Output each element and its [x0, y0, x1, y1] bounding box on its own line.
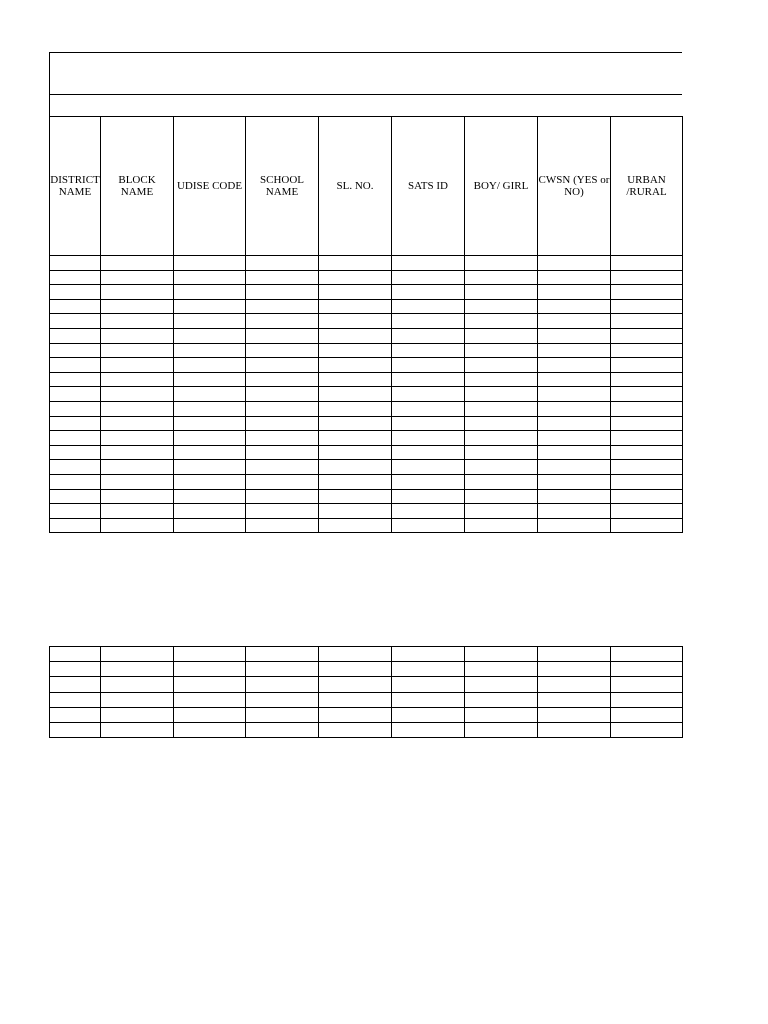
- table-cell[interactable]: [392, 518, 465, 533]
- table-cell[interactable]: [50, 504, 101, 519]
- table-cell[interactable]: [174, 372, 246, 387]
- table-cell[interactable]: [319, 328, 392, 343]
- table-cell[interactable]: [538, 662, 611, 677]
- student-data-table: [49, 116, 683, 533]
- table-cell[interactable]: [392, 328, 465, 343]
- table-cell[interactable]: [465, 431, 538, 446]
- table-cell[interactable]: [465, 518, 538, 533]
- table-cell[interactable]: [538, 431, 611, 446]
- table-cell[interactable]: [246, 431, 319, 446]
- table-row: [50, 343, 683, 358]
- table-cell[interactable]: [101, 401, 174, 416]
- table-cell[interactable]: [319, 518, 392, 533]
- table-cell[interactable]: [246, 401, 319, 416]
- table-cell[interactable]: [174, 343, 246, 358]
- table-cell[interactable]: [611, 722, 683, 737]
- table-cell[interactable]: [392, 707, 465, 722]
- table-cell[interactable]: [50, 445, 101, 460]
- table-cell[interactable]: [174, 401, 246, 416]
- table-cell[interactable]: [538, 343, 611, 358]
- table-cell[interactable]: [319, 299, 392, 314]
- table-cell[interactable]: [611, 677, 683, 692]
- table-row: [50, 445, 683, 460]
- table-cell[interactable]: [538, 401, 611, 416]
- table-cell[interactable]: [611, 343, 683, 358]
- table-row: [50, 401, 683, 416]
- table-cell[interactable]: [101, 285, 174, 300]
- table-cell[interactable]: [174, 387, 246, 402]
- table-cell[interactable]: [50, 707, 101, 722]
- table-row: [50, 270, 683, 285]
- table-cell[interactable]: [319, 372, 392, 387]
- column-header-block-name: BLOCK NAME: [101, 117, 174, 256]
- table-cell[interactable]: [465, 270, 538, 285]
- table-cell[interactable]: [246, 692, 319, 707]
- table-cell[interactable]: [50, 285, 101, 300]
- table-cell[interactable]: [246, 387, 319, 402]
- table-cell[interactable]: [246, 270, 319, 285]
- table-cell[interactable]: [538, 722, 611, 737]
- table-cell[interactable]: [319, 270, 392, 285]
- table-cell[interactable]: [611, 489, 683, 504]
- table-cell[interactable]: [611, 285, 683, 300]
- table-cell[interactable]: [392, 677, 465, 692]
- table-row: [50, 358, 683, 373]
- table-cell[interactable]: [174, 285, 246, 300]
- table-cell[interactable]: [174, 504, 246, 519]
- table-row: [50, 416, 683, 431]
- table-cell[interactable]: [319, 662, 392, 677]
- column-header-sl-no: SL. NO.: [319, 117, 392, 256]
- table-cell[interactable]: [465, 677, 538, 692]
- table-row: [50, 299, 683, 314]
- column-header-udise-code: UDISE CODE: [174, 117, 246, 256]
- table-cell[interactable]: [50, 722, 101, 737]
- table-cell[interactable]: [246, 299, 319, 314]
- table-cell[interactable]: [246, 707, 319, 722]
- table-cell[interactable]: [392, 489, 465, 504]
- table-row: [50, 489, 683, 504]
- table-row: [50, 431, 683, 446]
- table-cell[interactable]: [101, 343, 174, 358]
- table-cell[interactable]: [319, 460, 392, 475]
- table-row: [50, 256, 683, 271]
- table-cell[interactable]: [611, 372, 683, 387]
- table-cell[interactable]: [101, 677, 174, 692]
- table-cell[interactable]: [50, 343, 101, 358]
- table-cell[interactable]: [50, 474, 101, 489]
- table-row: [50, 328, 683, 343]
- table-cell[interactable]: [465, 707, 538, 722]
- table-cell[interactable]: [246, 662, 319, 677]
- table-cell[interactable]: [538, 489, 611, 504]
- table-cell[interactable]: [319, 489, 392, 504]
- table-cell[interactable]: [319, 431, 392, 446]
- table-cell[interactable]: [101, 445, 174, 460]
- table-row: [50, 647, 683, 662]
- table-cell[interactable]: [465, 314, 538, 329]
- table-cell[interactable]: [392, 416, 465, 431]
- table-cell[interactable]: [174, 474, 246, 489]
- table-cell[interactable]: [611, 314, 683, 329]
- form-sheet: [49, 52, 682, 533]
- table-cell[interactable]: [392, 285, 465, 300]
- table-cell[interactable]: [611, 416, 683, 431]
- table-cell[interactable]: [50, 299, 101, 314]
- table-cell[interactable]: [392, 431, 465, 446]
- table-cell[interactable]: [538, 299, 611, 314]
- table-cell[interactable]: [50, 677, 101, 692]
- table-cell[interactable]: [174, 692, 246, 707]
- table-cell[interactable]: [611, 504, 683, 519]
- column-header-cwsn: CWSN (YES or NO): [538, 117, 611, 256]
- table-cell[interactable]: [319, 707, 392, 722]
- column-header-boy-girl: BOY/ GIRL: [465, 117, 538, 256]
- table-cell[interactable]: [538, 474, 611, 489]
- table-row: [50, 518, 683, 533]
- table-cell[interactable]: [538, 445, 611, 460]
- table-row: [50, 372, 683, 387]
- table-cell[interactable]: [538, 707, 611, 722]
- table-cell[interactable]: [50, 662, 101, 677]
- table-cell[interactable]: [538, 358, 611, 373]
- table-cell[interactable]: [319, 285, 392, 300]
- table-cell[interactable]: [392, 460, 465, 475]
- table-row: [50, 662, 683, 677]
- table-cell[interactable]: [611, 256, 683, 271]
- table-cell[interactable]: [246, 504, 319, 519]
- table-cell[interactable]: [465, 445, 538, 460]
- table-cell[interactable]: [101, 692, 174, 707]
- table-cell[interactable]: [50, 358, 101, 373]
- table-cell[interactable]: [174, 416, 246, 431]
- table-cell[interactable]: [50, 328, 101, 343]
- table-cell[interactable]: [101, 372, 174, 387]
- table-cell[interactable]: [50, 647, 101, 662]
- table-cell[interactable]: [174, 270, 246, 285]
- table-cell[interactable]: [101, 270, 174, 285]
- table-cell[interactable]: [611, 431, 683, 446]
- table-cell[interactable]: [50, 489, 101, 504]
- table-cell[interactable]: [101, 416, 174, 431]
- table-cell[interactable]: [392, 343, 465, 358]
- table-cell[interactable]: [50, 387, 101, 402]
- table-cell[interactable]: [319, 445, 392, 460]
- table-cell[interactable]: [174, 460, 246, 475]
- table-cell[interactable]: [538, 256, 611, 271]
- table-cell[interactable]: [465, 460, 538, 475]
- table-cell[interactable]: [538, 460, 611, 475]
- table-cell[interactable]: [465, 401, 538, 416]
- table-cell[interactable]: [101, 256, 174, 271]
- table-cell[interactable]: [611, 270, 683, 285]
- table-cell[interactable]: [611, 707, 683, 722]
- table-cell[interactable]: [392, 662, 465, 677]
- table-cell[interactable]: [101, 431, 174, 446]
- table-cell[interactable]: [50, 518, 101, 533]
- column-header-school-name: SCHOOL NAME: [246, 117, 319, 256]
- table-cell[interactable]: [611, 460, 683, 475]
- table-cell[interactable]: [174, 358, 246, 373]
- table-cell[interactable]: [101, 460, 174, 475]
- table-cell[interactable]: [392, 504, 465, 519]
- table-cell[interactable]: [465, 722, 538, 737]
- table-cell[interactable]: [392, 314, 465, 329]
- table-row: [50, 722, 683, 737]
- table-row: [50, 314, 683, 329]
- table-cell[interactable]: [319, 692, 392, 707]
- table-cell[interactable]: [174, 518, 246, 533]
- table-row: [50, 460, 683, 475]
- table-cell[interactable]: [392, 722, 465, 737]
- table-cell[interactable]: [465, 285, 538, 300]
- table-cell[interactable]: [101, 474, 174, 489]
- table-cell[interactable]: [101, 707, 174, 722]
- table-cell[interactable]: [246, 518, 319, 533]
- table-cell[interactable]: [246, 328, 319, 343]
- table-cell[interactable]: [246, 285, 319, 300]
- table-cell[interactable]: [538, 504, 611, 519]
- table-cell[interactable]: [465, 328, 538, 343]
- form-subtitle-cell: [49, 95, 682, 116]
- table-row: [50, 692, 683, 707]
- table-cell[interactable]: [246, 460, 319, 475]
- table-cell[interactable]: [101, 328, 174, 343]
- table-row: [50, 285, 683, 300]
- table-row: [50, 474, 683, 489]
- table-cell[interactable]: [465, 662, 538, 677]
- table-row: [50, 387, 683, 402]
- table-cell[interactable]: [174, 299, 246, 314]
- table-cell[interactable]: [50, 256, 101, 271]
- table-cell[interactable]: [50, 416, 101, 431]
- table-cell[interactable]: [465, 343, 538, 358]
- table-cell[interactable]: [538, 387, 611, 402]
- table-header-row: [50, 117, 683, 256]
- table-cell[interactable]: [538, 285, 611, 300]
- table-cell[interactable]: [611, 692, 683, 707]
- table-cell[interactable]: [611, 401, 683, 416]
- table-cell[interactable]: [246, 722, 319, 737]
- table-cell[interactable]: [174, 707, 246, 722]
- table-cell[interactable]: [246, 343, 319, 358]
- table-cell[interactable]: [392, 387, 465, 402]
- table-cell[interactable]: [50, 270, 101, 285]
- table-cell[interactable]: [392, 270, 465, 285]
- table-cell[interactable]: [611, 647, 683, 662]
- table-cell[interactable]: [465, 387, 538, 402]
- table-cell[interactable]: [392, 256, 465, 271]
- table-cell[interactable]: [319, 343, 392, 358]
- table-cell[interactable]: [174, 445, 246, 460]
- table-cell[interactable]: [538, 647, 611, 662]
- table-cell[interactable]: [319, 314, 392, 329]
- table-cell[interactable]: [538, 328, 611, 343]
- column-header-district-name: DISTRICT NAME: [50, 117, 101, 256]
- table-cell[interactable]: [50, 431, 101, 446]
- form-title-cell: [49, 52, 682, 95]
- table-cell[interactable]: [392, 372, 465, 387]
- table-cell[interactable]: [50, 460, 101, 475]
- table-cell[interactable]: [319, 387, 392, 402]
- table-cell[interactable]: [246, 372, 319, 387]
- table-cell[interactable]: [392, 358, 465, 373]
- table-cell[interactable]: [611, 518, 683, 533]
- table-cell[interactable]: [392, 647, 465, 662]
- table-cell[interactable]: [101, 299, 174, 314]
- table-cell[interactable]: [101, 504, 174, 519]
- table-cell[interactable]: [246, 474, 319, 489]
- table-cell[interactable]: [465, 372, 538, 387]
- table-cell[interactable]: [174, 677, 246, 692]
- table-cell[interactable]: [465, 489, 538, 504]
- table-cell[interactable]: [174, 489, 246, 504]
- table-cell[interactable]: [465, 474, 538, 489]
- table-cell[interactable]: [319, 358, 392, 373]
- table-cell[interactable]: [50, 372, 101, 387]
- table-cell[interactable]: [246, 677, 319, 692]
- table-cell[interactable]: [611, 358, 683, 373]
- table-cell[interactable]: [101, 387, 174, 402]
- table-cell[interactable]: [319, 504, 392, 519]
- table-cell[interactable]: [50, 314, 101, 329]
- table-cell[interactable]: [465, 358, 538, 373]
- table-cell[interactable]: [465, 416, 538, 431]
- table-cell[interactable]: [174, 256, 246, 271]
- lower-form-section: [49, 646, 682, 738]
- table-cell[interactable]: [611, 328, 683, 343]
- table-cell[interactable]: [174, 328, 246, 343]
- table-cell[interactable]: [174, 662, 246, 677]
- table-cell[interactable]: [611, 474, 683, 489]
- table-cell[interactable]: [319, 474, 392, 489]
- table-cell[interactable]: [246, 647, 319, 662]
- table-cell[interactable]: [611, 387, 683, 402]
- table-cell[interactable]: [611, 299, 683, 314]
- table-cell[interactable]: [319, 401, 392, 416]
- table-cell[interactable]: [101, 518, 174, 533]
- table-cell[interactable]: [101, 489, 174, 504]
- table-cell[interactable]: [538, 270, 611, 285]
- table-cell[interactable]: [101, 314, 174, 329]
- table-cell[interactable]: [465, 504, 538, 519]
- table-cell[interactable]: [101, 722, 174, 737]
- table-cell[interactable]: [392, 299, 465, 314]
- upper-table-body: [50, 256, 683, 533]
- table-row: [50, 677, 683, 692]
- table-cell[interactable]: [611, 445, 683, 460]
- table-cell[interactable]: [319, 647, 392, 662]
- table-cell[interactable]: [319, 722, 392, 737]
- table-cell[interactable]: [538, 372, 611, 387]
- table-cell[interactable]: [246, 445, 319, 460]
- table-row: [50, 504, 683, 519]
- table-cell[interactable]: [392, 445, 465, 460]
- table-cell[interactable]: [246, 314, 319, 329]
- table-cell[interactable]: [246, 358, 319, 373]
- table-cell[interactable]: [611, 662, 683, 677]
- table-cell[interactable]: [246, 416, 319, 431]
- table-cell[interactable]: [538, 692, 611, 707]
- table-row: [50, 707, 683, 722]
- table-cell[interactable]: [319, 256, 392, 271]
- table-cell[interactable]: [319, 416, 392, 431]
- table-cell[interactable]: [465, 256, 538, 271]
- table-cell[interactable]: [319, 677, 392, 692]
- table-cell[interactable]: [465, 299, 538, 314]
- table-cell[interactable]: [50, 401, 101, 416]
- table-cell[interactable]: [538, 416, 611, 431]
- table-cell[interactable]: [174, 431, 246, 446]
- table-cell[interactable]: [392, 692, 465, 707]
- table-cell[interactable]: [101, 358, 174, 373]
- table-cell[interactable]: [538, 677, 611, 692]
- table-cell[interactable]: [538, 518, 611, 533]
- table-cell[interactable]: [174, 647, 246, 662]
- lower-table-body: [50, 647, 683, 738]
- column-header-sats-id: SATS ID: [392, 117, 465, 256]
- table-cell[interactable]: [538, 314, 611, 329]
- table-cell[interactable]: [101, 662, 174, 677]
- table-cell[interactable]: [174, 314, 246, 329]
- table-cell[interactable]: [174, 722, 246, 737]
- table-cell[interactable]: [392, 401, 465, 416]
- table-cell[interactable]: [50, 692, 101, 707]
- table-cell[interactable]: [101, 647, 174, 662]
- column-header-urban-rural: URBAN /RURAL: [611, 117, 683, 256]
- lower-data-table: [49, 646, 683, 738]
- table-cell[interactable]: [465, 692, 538, 707]
- table-cell[interactable]: [246, 256, 319, 271]
- table-cell[interactable]: [246, 489, 319, 504]
- table-cell[interactable]: [392, 474, 465, 489]
- table-cell[interactable]: [465, 647, 538, 662]
